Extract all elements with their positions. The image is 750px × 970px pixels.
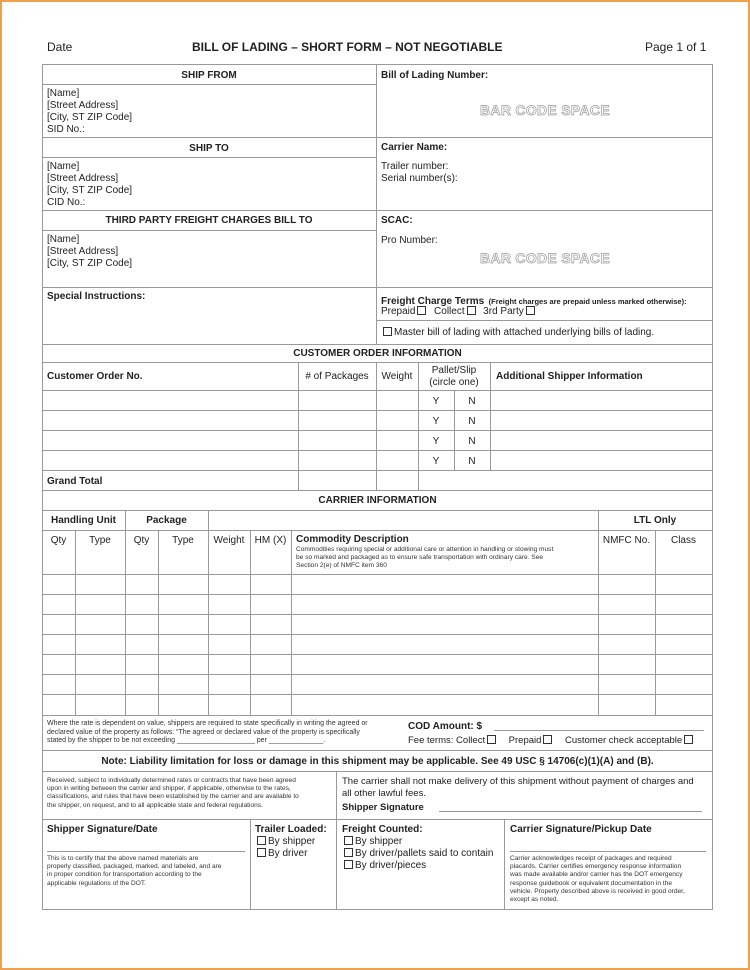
- divider: [490, 362, 491, 470]
- divider: [42, 287, 713, 288]
- carrier-ack-6: except as noted.: [510, 896, 559, 904]
- fee-prepaid-checkbox[interactable]: [543, 735, 552, 744]
- fc-by-driver-pallets-label: By driver/pallets said to contain: [355, 848, 494, 859]
- package-heading: Package: [146, 515, 187, 526]
- col-num-packages: # of Packages: [305, 371, 369, 382]
- divider: [655, 530, 656, 715]
- ship-from-address: [47, 88, 132, 136]
- document-title: BILL OF LADING – SHORT FORM – NOT NEGOTIABLE: [192, 40, 503, 54]
- hu-qty-header: Qty: [50, 535, 67, 546]
- ship-to-address: [47, 161, 132, 209]
- pallet-yes[interactable]: Y: [432, 416, 440, 427]
- carrier-note-2: all other lawful fees.: [342, 787, 426, 799]
- ltl-only-heading: LTL Only: [633, 515, 677, 526]
- ship-from-heading: SHIP FROM: [181, 70, 237, 81]
- divider: [42, 410, 713, 411]
- pallet-yes[interactable]: Y: [432, 396, 440, 407]
- declared-value-note: [47, 720, 402, 746]
- shipper-certification: [47, 855, 247, 888]
- divider: [42, 819, 713, 820]
- third-party-name: [Name]: [47, 234, 80, 245]
- col-pallet-line2: (circle one): [429, 377, 479, 388]
- trailer-by-driver-checkbox[interactable]: [257, 848, 266, 857]
- divider: [42, 654, 713, 655]
- divider: [42, 84, 376, 85]
- shipper-signature-label: Shipper Signature: [342, 802, 424, 813]
- received-text-1: Received, subject to individually determined rates or contracts that have been agreed: [47, 777, 296, 784]
- divider: [42, 674, 713, 675]
- third-party-heading: THIRD PARTY FREIGHT CHARGES BILL TO: [105, 215, 313, 226]
- carrier-ack-5: vehicle. Property described above is received in good order,: [510, 887, 685, 895]
- carrier-signature-label: Carrier Signature/Pickup Date: [510, 824, 652, 835]
- divider: [42, 470, 713, 471]
- col-pallet-line1: Pallet/Slip: [431, 365, 477, 376]
- divider: [42, 909, 713, 910]
- divider: [42, 614, 713, 615]
- divider: [504, 819, 505, 909]
- freight-terms-options: [381, 306, 537, 318]
- weight-header: Weight: [213, 535, 245, 546]
- col-pallet-slip: [418, 365, 490, 389]
- customer-order-heading: CUSTOMER ORDER INFORMATION: [293, 348, 462, 359]
- divider: [42, 64, 713, 65]
- customer-check-checkbox[interactable]: [684, 735, 693, 744]
- scac-label: SCAC:: [381, 215, 413, 226]
- trailer-by-shipper-label: By shipper: [268, 836, 316, 847]
- carrier-note-1: The carrier shall not make delivery of this shipment without payment of charges and: [342, 776, 694, 787]
- freight-counted-label: Freight Counted:: [342, 824, 423, 835]
- cod-amount-field[interactable]: [494, 730, 704, 731]
- divider: [42, 390, 713, 391]
- third-party-option-label: 3rd Party: [483, 306, 524, 317]
- divider: [42, 574, 713, 575]
- trailer-number-label: Trailer number:: [381, 161, 449, 172]
- grand-total-label: Grand Total: [47, 476, 103, 487]
- col-customer-order-no: Customer Order No.: [47, 371, 143, 382]
- pallet-no[interactable]: N: [468, 436, 476, 447]
- divider: [42, 510, 713, 511]
- commodity-note-3: Section 2(e) of NMFC item 360: [296, 562, 387, 570]
- barcode-space-1: BAR CODE SPACE: [480, 102, 610, 118]
- third-party-address: [47, 234, 132, 270]
- divider: [336, 819, 337, 909]
- third-party-checkbox[interactable]: [526, 306, 535, 315]
- shipper-signature-field[interactable]: [439, 811, 702, 812]
- hm-header: HM (X): [254, 535, 287, 546]
- divider: [42, 594, 713, 595]
- received-text-2: upon in writing between the carrier and shipper, if applicable, otherwise to the rates,: [47, 785, 291, 793]
- collect-checkbox[interactable]: [467, 306, 476, 315]
- shipper-signature-date-field[interactable]: [47, 851, 245, 852]
- class-header: Class: [670, 535, 696, 546]
- divider: [336, 771, 337, 819]
- received-text-3: classifications, and rules that have been established by the carrier and are available to: [47, 793, 299, 801]
- pallet-yes[interactable]: Y: [432, 456, 440, 467]
- col-weight: Weight: [381, 371, 413, 382]
- trailer-by-shipper-checkbox[interactable]: [257, 836, 266, 845]
- fee-terms-label: Fee terms:: [408, 735, 454, 746]
- trailer-by-driver-label: By driver: [268, 848, 308, 859]
- pkg-type-header: Type: [172, 535, 194, 546]
- pallet-no[interactable]: N: [468, 416, 476, 427]
- divider: [376, 320, 713, 321]
- page-number: Page 1 of 1: [645, 40, 707, 54]
- ship-from-sid: SID No.:: [47, 124, 85, 135]
- ship-to-name: [Name]: [47, 161, 80, 172]
- declared-value-note-1: Where the rate is dependent on value, shippers are required to state specifically in writing the agreed or: [47, 720, 368, 727]
- collect-option-label: Collect: [434, 306, 465, 317]
- divider: [250, 819, 251, 909]
- master-bol-label: Master bill of lading with attached underlying bills of lading.: [394, 327, 655, 338]
- carrier-signature-field[interactable]: [510, 851, 706, 852]
- divider: [42, 64, 43, 909]
- bol-number-label: Bill of Lading Number:: [381, 70, 489, 81]
- special-instructions-label: Special Instructions:: [47, 291, 146, 302]
- declared-value-note-2: declared value of the property as follows: “The agreed or declared value of the property is specifically: [47, 728, 360, 736]
- carrier-ack-2: placards. Carrier certifies emergency response information: [510, 863, 682, 871]
- fc-by-driver-pieces-checkbox[interactable]: [344, 860, 353, 869]
- divider: [291, 530, 292, 715]
- divider: [42, 634, 713, 635]
- prepaid-checkbox[interactable]: [417, 306, 426, 315]
- carrier-ack-1: Carrier acknowledges receipt of packages and required: [510, 855, 672, 862]
- master-bol-checkbox[interactable]: [383, 327, 392, 336]
- divider: [250, 530, 251, 715]
- divider: [42, 430, 713, 431]
- col-additional-shipper-info: Additional Shipper Information: [496, 371, 643, 382]
- ship-to-city: [City, ST ZIP Code]: [47, 185, 133, 196]
- ship-from-city: [City, ST ZIP Code]: [47, 112, 133, 123]
- divider: [42, 210, 713, 211]
- divider: [712, 64, 713, 909]
- divider: [42, 771, 713, 772]
- prepaid-option-label: Prepaid: [381, 306, 416, 317]
- ship-to-street: [Street Address]: [47, 173, 119, 184]
- carrier-name-label: Carrier Name:: [381, 142, 448, 153]
- master-bol: [381, 327, 654, 339]
- fc-by-driver-pallets-checkbox[interactable]: [344, 848, 353, 857]
- pallet-yes[interactable]: Y: [432, 436, 440, 447]
- carrier-info-heading: CARRIER INFORMATION: [318, 495, 437, 506]
- pallet-no[interactable]: N: [468, 456, 476, 467]
- barcode-space-2: BAR CODE SPACE: [480, 250, 610, 266]
- fc-by-shipper-label: By shipper: [355, 836, 403, 847]
- carrier-acknowledgement: [510, 855, 710, 904]
- handling-unit-heading: Handling Unit: [51, 515, 116, 526]
- ship-from-name: [Name]: [47, 88, 80, 99]
- carrier-delivery-note: [342, 776, 710, 799]
- pallet-no[interactable]: N: [468, 396, 476, 407]
- third-party-street: [Street Address]: [47, 246, 119, 257]
- divider: [42, 137, 713, 138]
- fee-prepaid-label: Prepaid: [508, 735, 542, 746]
- fc-by-shipper-checkbox[interactable]: [344, 836, 353, 845]
- divider: [42, 344, 713, 345]
- commodity-description-header: [296, 534, 594, 571]
- trailer-loaded-label: Trailer Loaded:: [255, 824, 327, 835]
- nmfc-header: NMFC No.: [602, 535, 651, 546]
- liability-note: Note: Liability limitation for loss or damage in this shipment may be applicable. See 49 USC § 14706(c)(1)(A) and (B).: [101, 756, 654, 767]
- divider: [75, 530, 76, 715]
- ship-to-heading: SHIP TO: [189, 143, 229, 154]
- cod-amount-label: COD Amount: $: [408, 721, 483, 732]
- freight-terms-label: Freight Charge Terms: [381, 296, 485, 307]
- divider: [42, 362, 713, 363]
- ship-to-cid: CID No.:: [47, 197, 86, 208]
- received-text-4: the shipper, on request, and to all applicable state and federal regulations.: [47, 801, 263, 809]
- divider: [42, 157, 376, 158]
- shipper-cert-2: properly classified, packaged, marked, and labeled, and are: [47, 863, 222, 871]
- freight-counted-block: [342, 824, 493, 872]
- divider: [42, 530, 713, 531]
- carrier-ack-3: was made available and/or carrier has the DOT emergency: [510, 871, 683, 879]
- divider: [42, 490, 713, 491]
- received-terms: [47, 777, 332, 810]
- divider: [158, 530, 159, 715]
- pro-number-label: Pro Number:: [381, 235, 438, 246]
- shipper-signature-date-label: Shipper Signature/Date: [47, 824, 158, 835]
- ship-from-street: [Street Address]: [47, 100, 119, 111]
- divider: [376, 64, 377, 344]
- divider: [42, 715, 713, 716]
- divider: [42, 750, 713, 751]
- date-label: Date: [47, 40, 73, 54]
- divider: [42, 230, 376, 231]
- freight-terms-note: (Freight charges are prepaid unless marked otherwise):: [488, 297, 687, 306]
- shipper-cert-1: This is to certify that the above named materials are: [47, 855, 199, 862]
- third-party-city: [City, ST ZIP Code]: [47, 258, 133, 269]
- commodity-note-1: Commodities requiring special or additional care or attention in handling or stowing must: [296, 546, 554, 553]
- commodity-note-2: be so marked and packaged as to ensure safe transportation with ordinary care. See: [296, 554, 544, 562]
- shipper-cert-4: applicable regulations of the DOT.: [47, 879, 146, 887]
- carrier-ack-4: response guidebook or equivalent documentation in the: [510, 879, 673, 887]
- fee-collect-label: Collect: [456, 735, 486, 746]
- serial-number-label: Serial number(s):: [381, 173, 458, 184]
- fee-terms-row: [408, 735, 695, 747]
- divider: [42, 450, 713, 451]
- fc-by-driver-pieces-label: By driver/pieces: [355, 860, 427, 871]
- trailer-loaded-block: [255, 824, 327, 860]
- pkg-qty-header: Qty: [133, 535, 150, 546]
- declared-value-note-3: stated by the shipper to be not exceeding ____________________ per ______________.: [47, 737, 326, 744]
- shipper-cert-3: in proper condition for transportation according to the: [47, 871, 202, 879]
- divider: [42, 694, 713, 695]
- hu-type-header: Type: [89, 535, 111, 546]
- customer-check-label: Customer check acceptable: [564, 735, 683, 746]
- fee-collect-checkbox[interactable]: [487, 735, 496, 744]
- commodity-title: Commodity Description: [296, 534, 409, 545]
